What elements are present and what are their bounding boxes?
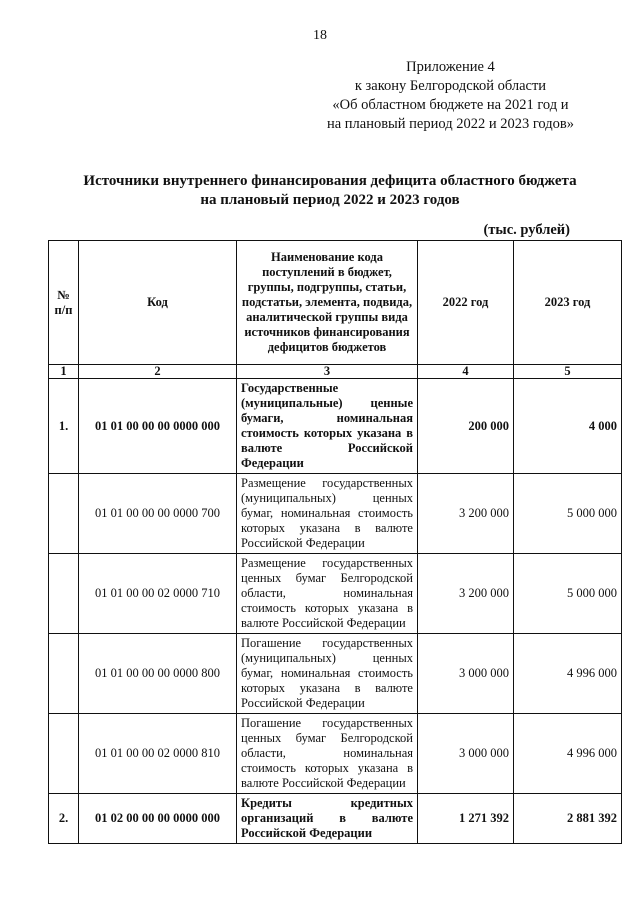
- row-num: 1.: [49, 379, 79, 474]
- financing-sources-table: [48, 240, 622, 844]
- appendix-line-2: к закону Белгородской области: [354, 78, 547, 94]
- row-2023: 4 996 000: [514, 634, 622, 714]
- table-header-row: [49, 241, 622, 365]
- row-code: 01 01 00 00 00 0000 700: [79, 474, 237, 554]
- row-name: Погашение государственных (муниципальных) ценных бумаг, номинальная стоимость которых указана в валюте Российской Федерации: [237, 634, 418, 714]
- row-num: [49, 554, 79, 634]
- row-2023: 4 996 000: [514, 714, 622, 794]
- index-cell: 2: [79, 365, 237, 379]
- appendix-line-1: Приложение 4: [406, 59, 495, 75]
- row-2023: 5 000 000: [514, 474, 622, 554]
- row-name: Государственные (муниципальные) ценные бумаги, номинальная стоимость которых указана в валюте Российской Федерации: [237, 379, 418, 474]
- row-code: 01 01 00 00 00 0000 000: [79, 379, 237, 474]
- appendix-note: [327, 58, 574, 134]
- appendix-line-3: «Об областном бюджете на 2021 год и: [332, 97, 569, 113]
- row-name: Кредиты кредитных организаций в валюте Российской Федерации: [237, 794, 418, 844]
- row-2022: 3 000 000: [418, 634, 514, 714]
- table-row: [49, 379, 622, 474]
- row-name: Размещение государственных (муниципальных) ценных бумаг, номинальная стоимость которых указана в валюте Российской Федерации: [237, 474, 418, 554]
- row-num: 2.: [49, 794, 79, 844]
- document-title: [40, 172, 620, 210]
- row-code: 01 02 00 00 00 0000 000: [79, 794, 237, 844]
- units-label: (тыс. рублей): [483, 222, 570, 238]
- header-num: № п/п: [49, 241, 79, 365]
- column-index-row: [49, 365, 622, 379]
- row-2022: 1 271 392: [418, 794, 514, 844]
- header-name: Наименование кода поступлений в бюджет, группы, подгруппы, статьи, подстатьи, элемента, подвида, аналитической группы вида источников финансирования дефицитов бюджетов: [237, 241, 418, 365]
- row-num: [49, 714, 79, 794]
- index-cell: 4: [418, 365, 514, 379]
- table-row: [49, 634, 622, 714]
- header-2022: 2022 год: [418, 241, 514, 365]
- row-2022: 3 000 000: [418, 714, 514, 794]
- row-code: 01 01 00 00 00 0000 800: [79, 634, 237, 714]
- page-number: 18: [313, 28, 327, 43]
- header-2023: 2023 год: [514, 241, 622, 365]
- table-row: [49, 794, 622, 844]
- row-2023: 2 881 392: [514, 794, 622, 844]
- appendix-line-4: на плановый период 2022 и 2023 годов»: [326, 116, 574, 132]
- row-2022: 3 200 000: [418, 474, 514, 554]
- row-name: Размещение государственных ценных бумаг Белгородской области, номинальная стоимость которых указана в валюте Российской Федерации: [237, 554, 418, 634]
- header-code: Код: [79, 241, 237, 365]
- row-name: Погашение государственных ценных бумаг Белгородской области, номинальная стоимость которых указана в валюте Российской Федерации: [237, 714, 418, 794]
- row-2022: 200 000: [418, 379, 514, 474]
- row-2023: 4 000: [514, 379, 622, 474]
- row-code: 01 01 00 00 02 0000 710: [79, 554, 237, 634]
- row-num: [49, 474, 79, 554]
- row-num: [49, 634, 79, 714]
- row-code: 01 01 00 00 02 0000 810: [79, 714, 237, 794]
- index-cell: 3: [237, 365, 418, 379]
- table-row: [49, 474, 622, 554]
- row-2023: 5 000 000: [514, 554, 622, 634]
- title-line-1: Источники внутреннего финансирования дефицита областного бюджета: [83, 173, 577, 189]
- title-line-2: на плановый период 2022 и 2023 годов: [200, 192, 460, 208]
- index-cell: 5: [514, 365, 622, 379]
- table-row: [49, 714, 622, 794]
- table-row: [49, 554, 622, 634]
- row-2022: 3 200 000: [418, 554, 514, 634]
- index-cell: 1: [49, 365, 79, 379]
